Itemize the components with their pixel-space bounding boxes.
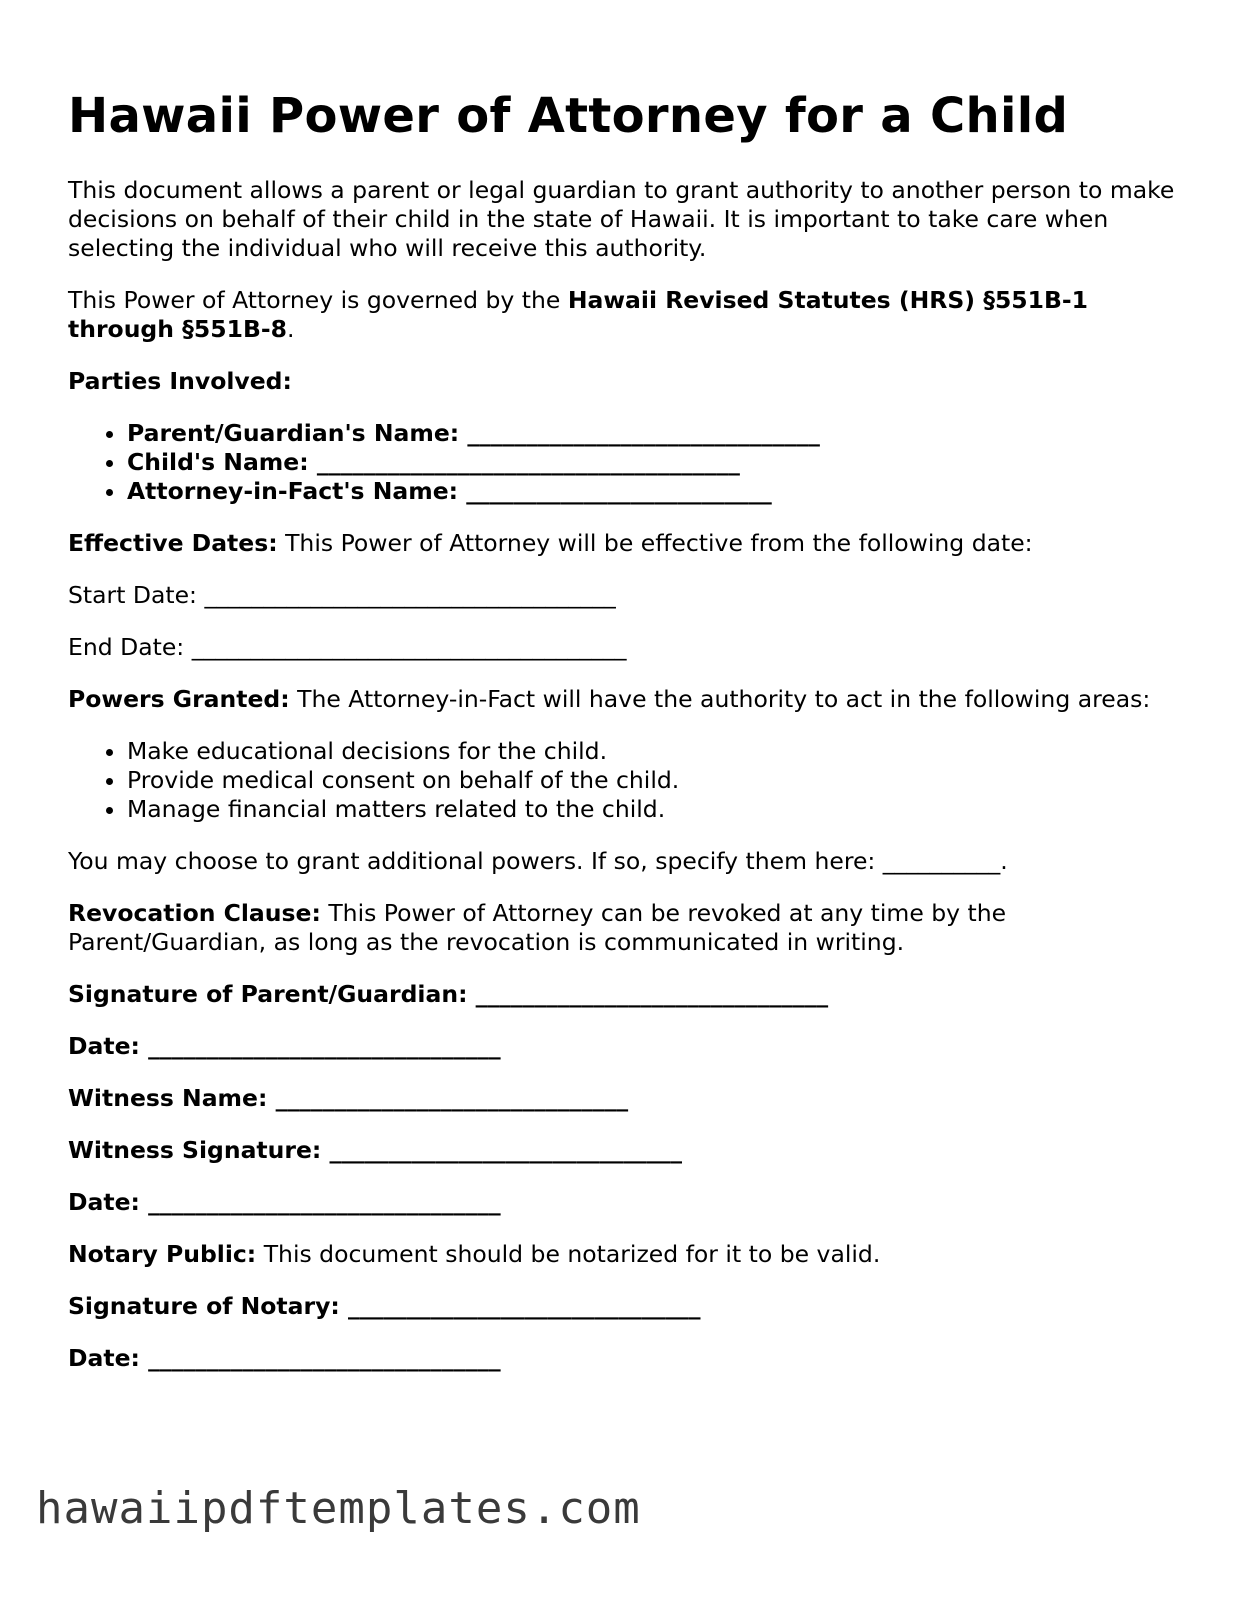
governing-law-prefix: This Power of Attorney is governed by the — [68, 286, 568, 314]
parent-signature-field[interactable]: ______________________________ — [475, 980, 829, 1008]
party-label: Child's Name: — [127, 448, 309, 476]
party-label: Attorney-in-Fact's Name: — [127, 477, 459, 505]
revocation-text: This Power of Attorney can be revoked at any time by the Parent/Guardian, as long as the revocation is communicated in writing. — [68, 899, 1007, 956]
party-child — [127, 448, 1178, 477]
witness-date-line — [68, 1188, 1178, 1217]
date-label: Date: — [68, 1032, 140, 1060]
powers-granted-heading: Powers Granted: — [68, 685, 290, 713]
revocation-heading: Revocation Clause: — [68, 899, 321, 927]
parties-heading: Parties Involved: — [68, 367, 292, 395]
end-date-line — [68, 633, 1178, 662]
parent-date-line — [68, 1032, 1178, 1061]
document-page — [68, 88, 1178, 1396]
witness-signature-label: Witness Signature: — [68, 1136, 322, 1164]
party-name-field[interactable]: ______________________________ — [467, 419, 820, 447]
notary-date-line — [68, 1344, 1178, 1373]
revocation-paragraph — [68, 899, 1178, 957]
power-item: • Manage financial matters related to the child. — [127, 795, 1178, 824]
date-label: Date: — [68, 1344, 140, 1372]
governing-law-suffix: . — [286, 315, 295, 343]
witness-date-field[interactable]: ______________________________ — [148, 1188, 501, 1216]
notary-signature-line — [68, 1292, 1178, 1321]
statute-reference: Hawaii Revised Statutes (HRS) §551B-1 through §551B-8 — [68, 286, 1089, 343]
party-parent-guardian — [127, 419, 1178, 448]
start-date-label: Start Date: — [68, 581, 197, 609]
document-title: Hawaii Power of Attorney for a Child — [68, 88, 1069, 144]
party-attorney-in-fact — [127, 477, 1178, 506]
notary-text: This document should be notarized for it to be valid. — [256, 1240, 881, 1268]
start-date-line — [68, 581, 1178, 610]
notary-signature-field[interactable]: ______________________________ — [348, 1292, 701, 1320]
end-date-field[interactable]: _____________________________________ — [191, 633, 627, 661]
party-name-field[interactable]: __________________________ — [466, 477, 772, 505]
parent-signature-line — [68, 980, 1178, 1009]
site-watermark: hawaiipdftemplates.com — [36, 1483, 641, 1534]
effective-dates-paragraph — [68, 529, 1178, 558]
date-label: Date: — [68, 1188, 140, 1216]
party-label: Parent/Guardian's Name: — [127, 419, 460, 447]
notary-signature-label: Signature of Notary: — [68, 1292, 340, 1320]
intro-paragraph: This document allows a parent or legal guardian to grant authority to another person to make decisions on behalf of their child in the state of Hawaii. It is important to take care when selecting the individual who will receive this authority. — [68, 176, 1175, 262]
parties-list — [68, 419, 1178, 506]
governing-law-paragraph — [68, 286, 1178, 344]
powers-granted-paragraph — [68, 685, 1178, 714]
powers-granted-text: The Attorney-in-Fact will have the authority to act in the following areas: — [289, 685, 1151, 713]
witness-name-label: Witness Name: — [68, 1084, 268, 1112]
witness-signature-field[interactable]: ______________________________ — [329, 1136, 683, 1164]
notary-date-field[interactable]: ______________________________ — [148, 1344, 501, 1372]
powers-list — [68, 737, 1178, 824]
power-item: • Make educational decisions for the child. — [127, 737, 1178, 766]
effective-dates-heading: Effective Dates: — [68, 529, 278, 557]
witness-name-line — [68, 1084, 1178, 1113]
witness-signature-line — [68, 1136, 1178, 1165]
witness-name-field[interactable]: ______________________________ — [275, 1084, 629, 1112]
start-date-field[interactable]: ___________________________________ — [204, 581, 616, 609]
additional-powers-line: You may choose to grant additional powers. If so, specify them here: __________. — [68, 847, 1008, 875]
parent-date-field[interactable]: ______________________________ — [148, 1032, 501, 1060]
notary-paragraph — [68, 1240, 1178, 1269]
signature-label: Signature of Parent/Guardian: — [68, 980, 468, 1008]
notary-heading: Notary Public: — [68, 1240, 257, 1268]
effective-dates-text: This Power of Attorney will be effective from the following date: — [277, 529, 1033, 557]
power-item: • Provide medical consent on behalf of the child. — [127, 766, 1178, 795]
end-date-label: End Date: — [68, 633, 185, 661]
party-name-field[interactable]: ____________________________________ — [316, 448, 740, 476]
